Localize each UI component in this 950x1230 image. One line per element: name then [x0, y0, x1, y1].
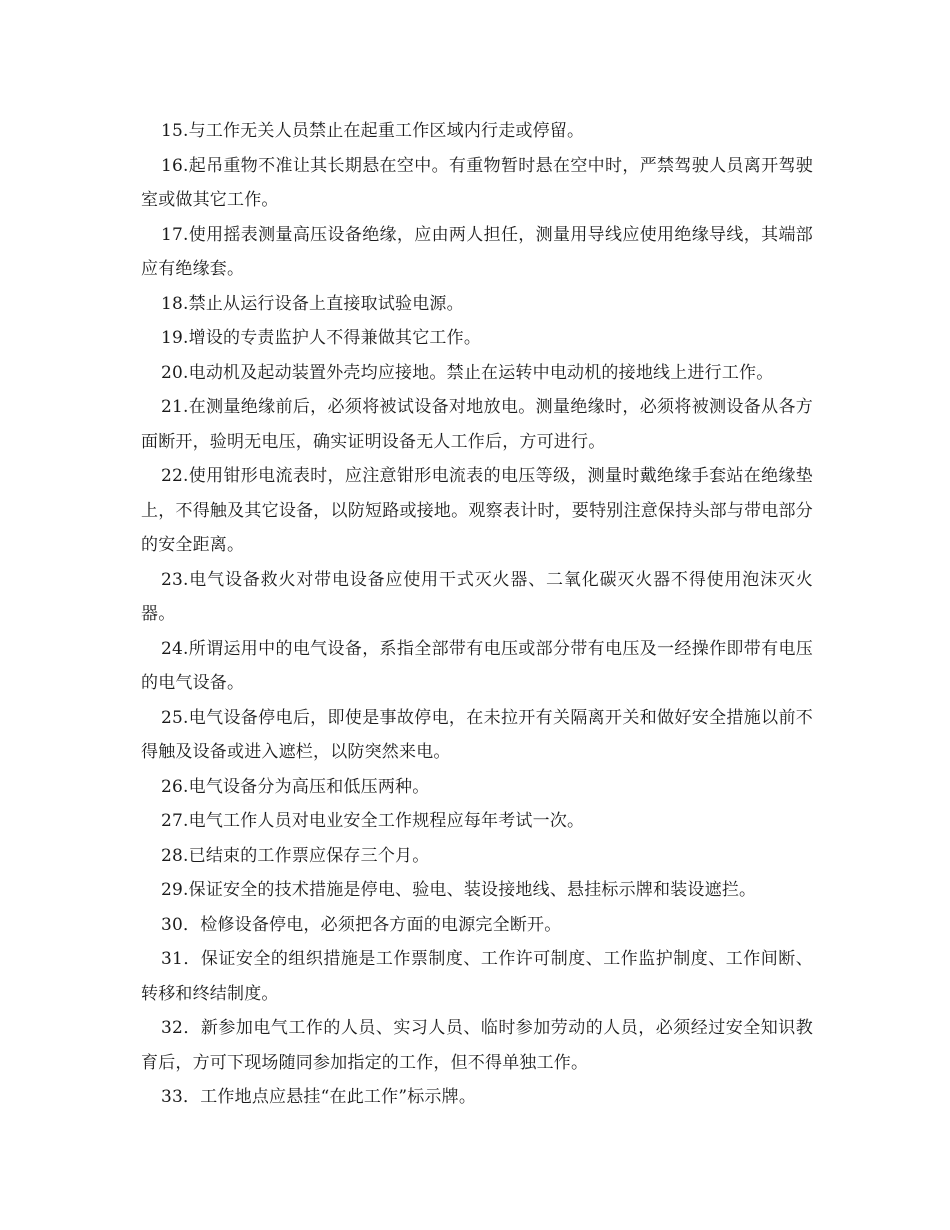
paragraph-item-31: 31．保证安全的组织措施是工作票制度、工作许可制度、工作监护制度、工作间断、转移和终结制度。	[141, 949, 813, 1004]
paragraph-item-22: 22.使用钳形电流表时，应注意钳形电流表的电压等级，测量时戴绝缘手套站在绝缘垫上，不得触及其它设备，以防短路或接地。观察表计时，要特别注意保持头部与带电部分的安全距离。	[141, 466, 813, 555]
paragraph-item-17: 17.使用摇表测量高压设备绝缘，应由两人担任，测量用导线应使用绝缘导线，其端部应有绝缘套。	[141, 224, 813, 279]
paragraph-item-25: 25.电气设备停电后，即使是事故停电，在未拉开有关隔离开关和做好安全措施以前不得触及设备或进入遮栏，以防突然来电。	[141, 707, 813, 762]
paragraph-item-24: 24.所谓运用中的电气设备，系指全部带有电压或部分带有电压及一经操作即带有电压的电气设备。	[141, 638, 813, 693]
paragraph-item-32: 32．新参加电气工作的人员、实习人员、临时参加劳动的人员，必须经过安全知识教育后，方可下现场随同参加指定的工作，但不得单独工作。	[141, 1018, 813, 1073]
paragraph-item-28: 28.已结束的工作票应保存三个月。	[161, 845, 430, 866]
paragraph-item-27: 27.电气工作人员对电业安全工作规程应每年考试一次。	[161, 811, 585, 831]
paragraph-item-16: 16.起吊重物不准让其长期悬在空中。有重物暂时悬在空中时，严禁驾驶人员离开驾驶室或做其它工作。	[141, 155, 813, 210]
paragraph-item-15: 15.与工作无关人员禁止在起重工作区域内行走或停留。	[161, 121, 585, 141]
paragraph-item-33: 33．工作地点应悬挂“在此工作”标示牌。	[161, 1087, 477, 1107]
paragraph-item-30: 30．检修设备停电，必须把各方面的电源完全断开。	[161, 914, 562, 935]
paragraph-item-21: 21.在测量绝缘前后，必须将被试设备对地放电。测量绝缘时，必须将被测设备从各方面断开，验明无电压，确实证明设备无人工作后，方可进行。	[141, 397, 813, 452]
paragraph-item-23: 23.电气设备救火对带电设备应使用干式灭火器、二氧化碳灭火器不得使用泡沫灭火器。	[141, 569, 813, 624]
paragraph-item-20: 20.电动机及起动装置外壳均应接地。禁止在运转中电动机的接地线上进行工作。	[161, 362, 774, 383]
paragraph-item-29: 29.保证安全的技术措施是停电、验电、装设接地线、悬挂标示牌和装设遮拦。	[161, 880, 757, 900]
paragraph-item-19: 19.增设的专责监护人不得兼做其它工作。	[161, 328, 482, 348]
paragraph-item-26: 26.电气设备分为高压和低压两种。	[161, 776, 430, 797]
document-body	[141, 114, 813, 1115]
paragraph-item-18: 18.禁止从运行设备上直接取试验电源。	[161, 293, 464, 314]
